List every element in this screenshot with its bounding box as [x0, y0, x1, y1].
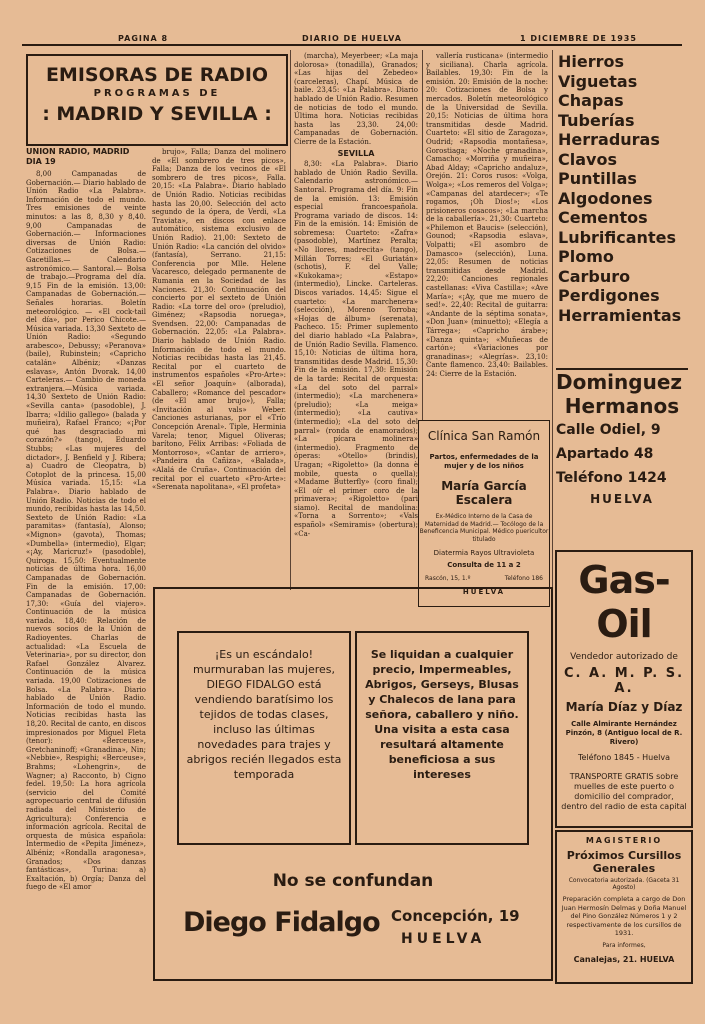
dominguez-city: HUELVA: [590, 492, 654, 506]
emisoras-title: EMISORAS DE RADIO: [45, 64, 269, 86]
gasoil-address: Calle Almirante Hernández Pinzón, 8 (Antiguo local de R. Rivero): [565, 720, 683, 746]
union-radio-heading: UNION RADIO, MADRID DIA 19: [26, 147, 130, 166]
radio-column-1: [26, 170, 146, 980]
left-panel-text: ¡Es un escándalo! murmuraban las mujeres, DIEGO FIDALGO está vendiendo baratísimo los tejidos de todas clases, incluso las últimas novedades para trajes y abrigos recién llegados esta temporada: [186, 648, 342, 781]
clinica-specialty: Partos, enfermedades de la mujer y de los niños: [429, 453, 539, 470]
ad-item: Clavos: [558, 149, 617, 169]
emisoras-subtitle: PROGRAMAS DE: [93, 88, 221, 99]
clinica-ad: [418, 420, 550, 607]
sevilla-heading: SEVILLA: [337, 148, 375, 158]
radio-column-4: [426, 52, 548, 416]
clinica-description: Ex-Médico Interno de la Casa de Maternidad de Madrid.— Tocólogo de la Beneficencia Municipal. Médico puericultor titulado: [419, 513, 549, 543]
gasoil-title: Gas-Oil: [578, 558, 670, 646]
gasoil-owner: María Díaz y Díaz: [565, 700, 683, 714]
left-panel: [177, 631, 351, 845]
ad-item: Tuberías: [558, 110, 635, 130]
ad-item: Hierros: [558, 52, 625, 71]
magisterio-address: Canalejas, 21. HUELVA: [573, 954, 675, 964]
magisterio-ad: [555, 830, 693, 984]
magisterio-title: MAGISTERIO: [585, 836, 663, 845]
column-text: vallería rusticana» (intermedio y siciliana). Charla agrícola. Bailables. 19,30: Fin de la emisión. 20: Emisión de la noche: 20: Cotizaciones de Bolsa y mercados. Boletín meteorológico de la Universidad de Sevilla. 20,15: Noticias de última hora transmitidas desde Madrid. Cuarteto: «El sitio de Zaragoza», Oudrid; «Rapsodia montañesa», Gorostiaga; «Noche granadina», Camacho; «Morriña y muñeira», Abad Alday; «Capricho andaluz», Orejón. 21: Coros rusos: «Volga, Wolga»; «Los remeros del Volga»; «Campanas del atardecer»; «Te rogamos, ¡Oh Dios!»; «Los prisioneros cosacos»; «La marcha de la caballería». 21,30: Cuarteto: «Philemon et Baucis» (selección), Gounod; «Rapsodia eslava», Volpatti; «El asombro de Damasco» (selección), Luna. 22,05: Resumen de noticias transmitidas desde Madrid. 22,20: Canciones regionales castellanas: «Viva Castilla»; «Ave María»; «¡Ay, que me muero de sed!». 22,40: Recital de guitarra: «Andante de la séptima sonata», «Don Juan» (minuetto); «Elegía a Tárrega»; «Capricho árabe»; «Danza quinta»; «Muñecas de cartón»; «Variaciones por granadinas»; «Alegrías». 23,10: Cante flamenco. 23,40: Bailables. 24: Cierre de la Estación.: [426, 52, 548, 378]
clinica-hours: Consulta de 11 a 2: [447, 561, 521, 569]
emisoras-cities: : MADRID Y SEVILLA :: [42, 103, 272, 125]
dominguez-address: Calle Odiel, 9: [556, 422, 661, 438]
ad-item: Chapas: [558, 91, 624, 110]
gasoil-ad: [555, 550, 693, 828]
clinica-contact: [419, 575, 549, 582]
column-divider: [290, 50, 291, 590]
newspaper-name: DIARIO DE HUELVA: [302, 34, 402, 43]
ad-item: Plomo: [558, 247, 614, 266]
page-number: PAGINA 8: [118, 34, 169, 43]
clinica-services: Diatermia Rayos Ultravioleta: [433, 549, 535, 557]
gasoil-campsa: C. A. M. P. S. A.: [563, 666, 685, 696]
ad-item: Cementos: [558, 208, 648, 227]
no-se-confundan: No se confundan: [272, 871, 434, 891]
diego-fidalgo-name: Diego Fidalgo: [183, 907, 380, 938]
right-panel: [355, 631, 529, 845]
ad-item: Perdigones: [558, 286, 660, 305]
column-text: 8,30: «La Palabra». Diario hablado de Unión Radio Sevilla. Calendario astronómico.— Santoral. Programa del día. 9: Fin de la emisión. 13: Emisión especial francoespañola. Programa variado de discos. 14: Fin de la emisión. 14: Emisión de sobremesa: Cuarteto: «Zafra» (pasodoble), Martínez Peralta; «No llores, madrecita» (tango), Millán Torres; «El Guriatán» (schotis), F. del Valle; «Kukokama»; «Estapo» (intermedio), Lincke. Carteleras. Discos variados. 14,45: Sigue el cuarteto: «La marchenera» (selección), Moreno Torroba; «Hojas de álbum» (serenata), Pacheco. 15: Primer suplemento del diario hablado «La Palabra», de Unión Radio Sevilla. Flamenco. 15,10: Noticias de última hora, transmitidas desde Madrid. 15,30: Fin de la emisión. 17,30: Emisión de la tarde: Recital de orquesta: «La del soto del parral» (intermedio); «La marchenera» (preludio); «La meiga» (intermedio); «La cautiva» (intermedio); «La del soto del parral» (ronda de enamorados); «La pícara molinera» (intermedio). Fragmento de óperas: «Otello» (brindis), Uragan; «Rigoletto» (la donna è mobile, questa o quella); «Madame Butterfly» (coro final); «El oír el primer coro de la primavera»; «Rigoletto» (pari siamo). Recital de mandolina: «Torna a Sorrento»; «Vals español» «Semiramis» (obertura); «Ca-: [294, 160, 418, 538]
fidalgo-city: HUELVA: [401, 931, 486, 947]
radio-column-3: [294, 52, 418, 586]
emisoras-box: [26, 54, 288, 146]
clinica-address: Rascón, 15, 1.º: [425, 575, 471, 582]
column-text: (marcha), Meyerbeer; «La maja dolorosa» (tonadilla), Granados; «Las hijas del Zebedeo» (carceleras), Chapí. Música de baile. 23,45: «La Palabra». Diario hablado de Unión Radio. Resumen de noticias de todo el mundo. Última hora. Noticias recibidas hasta las 23,30. 24,00: Campanadas de Gobernación. Cierre de la Estación.: [294, 52, 418, 146]
page-date: 1 DICIEMBRE DE 1935: [520, 34, 637, 43]
ad-item: Viguetas: [558, 71, 638, 91]
clinica-doctor: María García Escalera: [441, 479, 527, 507]
ad-item: Algodones: [558, 188, 653, 208]
ad-item: Herraduras: [558, 130, 660, 149]
dominguez-apartado: Apartado 48: [556, 446, 654, 462]
page-header: [0, 0, 705, 44]
header-rule: [22, 44, 682, 46]
magisterio-convocatoria: Convocatoria autorizada. (Gaceta 31 Agosto): [568, 877, 680, 891]
ad-item: Carburo: [558, 266, 631, 286]
ad-item: Lubrificantes: [558, 227, 676, 247]
gasoil-transport: TRANSPORTE GRATIS sobre muelles de este puerto o domicilio del comprador, dentro del radio de esta capital: [561, 772, 687, 811]
dominguez-phone: Teléfono 1424: [556, 470, 667, 486]
diego-fidalgo-ad: [153, 587, 553, 981]
column-text: 8,00 Campanadas de Gobernación.— Diario hablado de Unión Radio «La Palabra». Información de todo el mundo. Tres emisiones de veinte minutos: a las 8, 8,30 y 8,40. 9,00 Campanadas de Gobernación.— Informaciones diversas de Unión Radio: Cotizaciones de Bolsa.— Gacetillas.— Calendario astronómico.— Santoral.— Bolsa de trabajo.—Programa del día. 9,15 Fin de la emisión. 13,00: Campanadas de Gobernación.— Señales horarias. Boletín meteorológico. — «El cock-tail del día», por Perico Chicote.—Música variada. 13,30 Sexteto de Unión Radio: «Segundo arabesco», Debussy; «Peranova» (baile), Rubinstein; «Capricho catalán» Albéniz; «Danzas eslavas», Antón Dvorak. 14,00 Carteleras.— Cambio de moneda extranjera.—Música variada. 14,30 Sexteto de Unión Radio: «Sevilla canta» (pasodoble), J. Ibarra; «Idilio gallego» (balada y muñeira), Rafael Franco; «¡Por qué has desgraciado mi corazón?» (tango), Eduardo Stubbs; «Las mujeres del dictador», J. Benfield y J. Ribera; a) Cuadro de Cleopatra, b) Cotoplot de la princesa. 15,00 Música variada. 15,15: «La Palabra». Diario hablado de Unión Radio. Noticias de todo el mundo, recibidas hasta las 14,50. Sexteto de Unión Radio: «La paramitas» (fantasía), Alonso; «Mignon» (gavota), Thomas; «Dumbella» (intermedio), Elgar; «¡Ay, Maricruz!» (pasodoble), Quiroga. 15,50: Eventualmente noticias de última hora. 16,00 Campanadas de Gobernación. Fin de la emisión. 17,00: Campanadas de Gobernación. 17,30: «Guía del viajero». Continuación de la música variada. 18,40: Relación de nuevos socios de la Unión de Radioyentes. Charlas de actualidad: «La Escuela de Veterinaria», por su director, don Rafael González Alvarez. Continuación de la música variada. 19,00 Cotizaciones de Bolsa. «La Palabra». Diario hablado de Unión Radio. Información de todo el mundo. Noticias recibidas hasta las 18,20. Recital de canto, en discos impresionados por Miguel Fleta (tenor): «Berceuse», Gretchaninoff; «Granadina», Nin; «Nebbie», Respighi; «Berceuse», Brahms; «Lohengrin», de Wagner; a) Racconto, b) Cigno fedel. 19,50: La hora agrícola (servicio del Comité agropecuario central de difusión radiada del Ministerio de Agricultura): Conferencia e información agrícola. Recital de orquesta de música española: Intermedio de «Pepita Jiménez», Albéniz; «Rondalla aragonesa», Granados; «Dos danzas fantásticas», Turina: a) Exaltación, b) Orgía; Danza del fuego de «El amor: [26, 170, 146, 892]
column-divider: [422, 50, 423, 420]
dominguez-name: Dominguez: [556, 370, 683, 394]
clinica-name: Clínica San Ramón: [427, 429, 541, 443]
right-panel-text: Se liquidan a cualquier precio, Impermeables, Abrigos, Gerseys, Blusas y Chalecos de lana para señora, caballero y niño. Una visita a esta casa resultará altamente beneficiosa a sus intereses: [365, 648, 519, 781]
fidalgo-address: Concepción, 19: [391, 907, 520, 925]
clinica-city: HUELVA: [462, 588, 506, 596]
ad-item: Herramientas: [558, 305, 682, 325]
gasoil-phone: Teléfono 1845 - Huelva: [577, 753, 670, 762]
dominguez-ad: [556, 368, 688, 506]
clinica-phone: Teléfono 186: [504, 575, 543, 582]
dominguez-name2: Hermanos: [564, 394, 680, 418]
magisterio-courses: Próximos Cursillos Generales: [566, 849, 682, 875]
magisterio-preparation: Preparación completa a cargo de Don Juan Hermosín Delmas y Doña Manuel del Pino González Números 1 y 2 respectivamente de los cursillos de 1931.: [561, 895, 687, 937]
radio-column-2: [152, 148, 286, 584]
hierros-ad: [558, 52, 688, 325]
column-text: brujo», Falla; Danza del molinero de «El sombrero de tres picos», Falla; Danza de los vecinos de «El sombrero de tres picos», Falla. 20,15: «La Palabra». Diario hablado de Unión Radio. Noticias recibidas hasta las 20,00. Selección del acto segundo de la ópera, de Verdi, «La Traviata», en discos con enlace automático, sistema exclusivo de Unión Radio). 21,00: Sexteto de Unión Radio: «La canción del olvido» (fantasía), Serrano. 21,15: Conferencia por Mlle. Helene Vacaresco, delegado permanente de Rumania en la Sociedad de las Naciones. 21,30: Continuación del concierto por el sexteto de Unión Radio: «La torre del oro» (preludio), Giménez; «Rapsodia noruega», Svendsen. 22,00: Campanadas de Gobernación. 22,05: «La Palabra». Diario hablado de Unión Radio. Información de todo el mundo. Noticias recibidas hasta las 21,45. Recital por el cuarteto de instrumentos españoles «Pro-Arte»: «El señor Joaquín» (alborada), Caballero; «Romance del pescador» (de «El amor brujo»), Falla; «Invitación al vals» Weber. Canciones asturianas, por el «Trío Concepción Arenal». Tiple, Herminia Varela; tenor, Miguel Oliveras; barítono, Félix Arribas: «Foliada de Montorroso», «Cantar de arriero», «Pandeira da Cañiza», «Balada», «Alalá de Cruña». Continuación del recital por el cuarteto «Pro-Arte»: «Serenata napolitana», «El profeta»: [152, 148, 286, 492]
gasoil-vendor: Vendedor autorizado de: [570, 652, 678, 662]
ad-item: Puntillas: [558, 169, 637, 188]
magisterio-info: Para informes,: [602, 941, 646, 949]
